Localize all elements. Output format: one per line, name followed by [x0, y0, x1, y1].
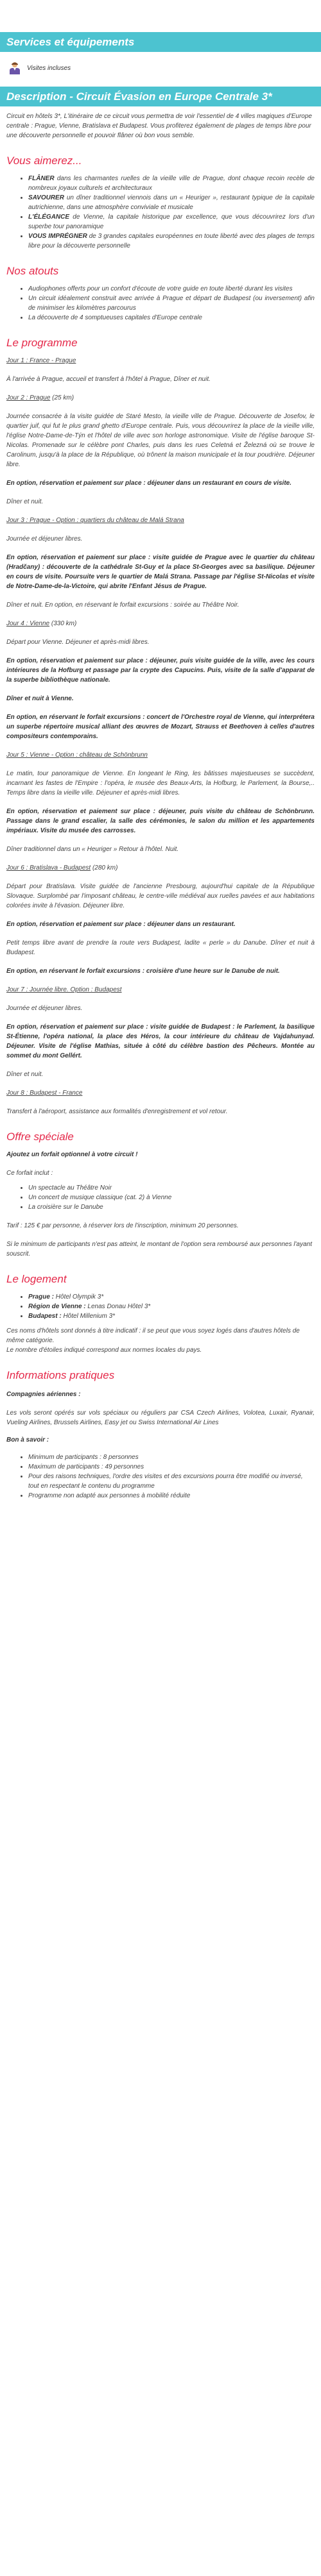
day-8-text: Transfert à l'aéroport, assistance aux formalités d'enregistrement et vol retour.	[6, 1108, 228, 1115]
day-4-text: Départ pour Vienne. Déjeuner et après-midi libres.	[6, 639, 150, 646]
offre-lead: Ajoutez un forfait optionnel à votre circuit !	[6, 1151, 138, 1158]
list-item: • Région de Vienne : Lenas Donau Hôtel 3*	[28, 1302, 315, 1311]
list-item: • Prague : Hôtel Olympik 3*	[28, 1292, 315, 1302]
day-2-text: Journée consacrée à la visite guidée de Staré Mesto, la vieille ville de Prague. Découverte de Josefov, le quartier juif, qui fut le plus grand ghetto d'Europe centrale. Puis, vous découvrirez la place de la vieille ville, l'église Notre-Dame-de-Týn et l'hôtel de ville avec son horloge astronomique. Visite de l'église baroque St-Nicolas. Promenade sur le célèbre pont Charles, puis dans les rues Celetná et Železná où se trouve le Carolinum, jusqu'à la place de la République, où trônent la maison municipale et la tour poudrière. Déjeuner libre.	[6, 413, 315, 468]
compagnies-title: Compagnies aériennes :	[6, 1391, 81, 1398]
atouts-heading: Nos atouts	[6, 265, 59, 277]
included-visits	[0, 52, 321, 78]
day-7-title: Jour 7 : Journée libre. Option : Budapest	[6, 986, 122, 993]
list-item: • Pour des raisons techniques, l'ordre des visites et des excursions pourra être modifié ou inversé, tout en respectant le contenu du programme	[28, 1472, 315, 1491]
list-item: • Budapest : Hôtel Millenium 3*	[28, 1311, 315, 1321]
list-item: • L'ÉLÉGANCE de Vienne, la capitale historique par excellence, que vous découvrirez lors d'un superbe tour panoramique	[28, 212, 315, 232]
offre-note: Si le minimum de participants n'est pas atteint, le montant de l'option sera remboursé aux personnes l'ayant souscrit.	[6, 1241, 312, 1258]
included-visits-label: Visites incluses	[27, 64, 71, 72]
day-6-title: Jour 6 : Bratislava - Budapest (280 km)	[6, 864, 118, 871]
logement-note-2: Le nombre d'étoiles indiqué correspond aux normes locales du pays.	[6, 1347, 202, 1354]
day-7-option: En option, réservation et paiement sur place : visite guidée de Budapest : le Parlement, la basilique St-Étienne, l'opéra national, la place des Héros, la cour intérieure du château de Vajdahunyad. Déjeuner. Visite de l'église Mathias, située à côté du célèbre bastion des Pêcheurs. Montée au sommet du mont Gellért.	[6, 1023, 315, 1059]
day-5-option: En option, réservation et paiement sur place : déjeuner, puis visite du château de Schönbrunn. Passage dans le grand escalier, la salle des cérémonies, le salon du million et les appartements impériaux. Visite du musée des carrosses.	[6, 808, 315, 834]
day-3-title: Jour 3 : Prague - Option : quartiers du château de Malá Strana	[6, 517, 184, 524]
day-2-option: En option, réservation et paiement sur place : déjeuner dans un restaurant en cours de visite.	[6, 480, 292, 487]
day-4-option-2: En option, en réservant le forfait excursions : concert de l'Orchestre royal de Vienne, qui interprétera un superbe répertoire musical alliant des œuvres de Mozart, Strauss et Beethoven à celles d'autres compositeurs contemporains.	[6, 714, 315, 740]
list-item: • SAVOURER un dîner traditionnel viennois dans un « Heuriger », restaurant typique de la capitale autrichienne, dans une atmosphère conviviale et musicale	[28, 193, 315, 212]
description-section	[0, 112, 321, 1501]
bon-a-savoir-list	[6, 1452, 315, 1501]
day-3-free: Journée et déjeuner libres.	[6, 535, 83, 543]
logement-list	[6, 1292, 315, 1321]
day-4-title: Jour 4 : Vienne (330 km)	[6, 620, 77, 627]
programme-heading: Le programme	[6, 337, 78, 349]
atouts-list	[6, 284, 315, 323]
day-3-option: En option, réservation et paiement sur place : visite guidée de Prague avec le quartier du château (Hradčany) : découverte de la cathédrale St-Guy et la place St-Georges avec sa basilique. Déjeuner en cours de visite. Poursuite vers le quartier de Malá Strana. Passage par l'église St-Nicolas et visite de Notre-Dame-de-la-Victoire, qui abrite l'Enfant Jésus de Prague.	[6, 554, 315, 590]
list-item: • Un circuit idéalement construit avec arrivée à Prague et départ de Budapest (ou inversement) afin de minimiser les kilomètres parcourus	[28, 294, 315, 313]
day-4-end: Dîner et nuit à Vienne.	[6, 695, 74, 702]
day-4-option: En option, réservation et paiement sur place : déjeuner, puis visite guidée de la ville, avec les cours intérieures de la Hofburg et passage par la crypte des Capucins. Puis, visite de la salle d'apparat de la superbe bibliothèque nationale.	[6, 657, 315, 684]
day-6-option: En option, réservation et paiement sur place : déjeuner dans un restaurant.	[6, 921, 236, 928]
list-item: • Un concert de musique classique (cat. 2) à Vienne	[28, 1193, 315, 1202]
day-2-title: Jour 2 : Prague (25 km)	[6, 394, 74, 401]
day-6-text: Départ pour Bratislava. Visite guidée de l'ancienne Presbourg, aujourd'hui capitale de la République Slovaque. Surplombé par l'imposant château, le centre-ville médiéval aux ruelles pavées et aux habitations colorées invite à l'évasion. Déjeuner libre.	[6, 883, 315, 909]
list-item: • Maximum de participants : 49 personnes	[28, 1462, 315, 1472]
services-header: Services et équipements	[0, 32, 321, 52]
day-2-end: Dîner et nuit.	[6, 498, 44, 505]
day-1-title: Jour 1 : France - Prague	[6, 357, 76, 364]
day-7-free: Journée et déjeuner libres.	[6, 1005, 83, 1012]
logement-heading: Le logement	[6, 1273, 67, 1285]
infos-heading: Informations pratiques	[6, 1369, 115, 1381]
logement-note-1: Ces noms d'hôtels sont donnés à titre indicatif : il se peut que vous soyez logés dans d'autres hôtels de même catégorie.	[6, 1327, 300, 1344]
offre-forfait-label: Ce forfait inclut :	[6, 1170, 53, 1177]
list-item: • La découverte de 4 somptueuses capitales d'Europe centrale	[28, 313, 315, 323]
list-item: • Audiophones offerts pour un confort d'écoute de votre guide en toute liberté durant les visites	[28, 284, 315, 294]
list-item: • La croisière sur le Danube	[28, 1202, 315, 1212]
day-5-text: Le matin, tour panoramique de Vienne. En longeant le Ring, les bâtisses majestueuses se succèdent, incarnant les fastes de l'Empire : l'opéra, le musée des Beaux-Arts, la Hofburg, le Parlement, la Bourse,.. Temps libre dans la vieille ville. Déjeuner et après-midi libres.	[6, 770, 315, 796]
description-header: Description - Circuit Évasion en Europe Centrale 3*	[0, 87, 321, 106]
guide-person-icon	[9, 62, 21, 74]
day-3-end: Dîner et nuit. En option, en réservant le forfait excursions : soirée au Théâtre Noir.	[6, 602, 239, 609]
compagnies-text: Les vols seront opérés sur vols spéciaux ou réguliers par CSA Czech Airlines, Volotea, Luxair, Ryanair, Vueling Airlines, Brussels Airlines, Easy jet ou Swiss International Air Lines	[6, 1410, 315, 1426]
day-8-title: Jour 8 : Budapest - France	[6, 1090, 83, 1097]
list-item: • Programme non adapté aux personnes à mobilité réduite	[28, 1491, 315, 1501]
list-item: • FLÂNER dans les charmantes ruelles de la vieille ville de Prague, dont chaque recoin recèle de nombreux joyaux culturels et architecturaux	[28, 174, 315, 193]
bon-a-savoir-title: Bon à savoir :	[6, 1436, 49, 1444]
day-6-text-2: Petit temps libre avant de prendre la route vers Budapest, ladite « perle » du Danube. Dîner et nuit à Budapest.	[6, 939, 315, 956]
description-intro: Circuit en hôtels 3*, L'itinéraire de ce circuit vous permettra de voir l'essentiel de 4 villes magiques d'Europe centrale : Prague, Vienne, Bratislava et Budapest. Vous profiterez également de plages de temps libre pour une découverte personnelle et pouvoir flâner où bon vous semble.	[6, 113, 312, 139]
aimerez-heading: Vous aimerez...	[6, 155, 82, 167]
list-item: • Un spectacle au Théâtre Noir	[28, 1183, 315, 1193]
day-1-text: À l'arrivée à Prague, accueil et transfert à l'hôtel à Prague, Dîner et nuit.	[6, 376, 211, 383]
day-5-title: Jour 5 : Vienne - Option : château de Schönbrunn	[6, 752, 148, 759]
day-5-end: Dîner traditionnel dans un « Heuriger » Retour à l'hôtel. Nuit.	[6, 846, 179, 853]
offre-tarif: Tarif : 125 € par personne, à réserver lors de l'inscription, minimum 20 personnes.	[6, 1222, 239, 1229]
list-item: • Minimum de participants : 8 personnes	[28, 1452, 315, 1462]
day-7-end: Dîner et nuit.	[6, 1071, 44, 1078]
aimerez-list	[6, 174, 315, 251]
list-item: • VOUS IMPRÉGNER de 3 grandes capitales européennes en toute liberté avec des plages de temps libre pour la découverte personnelle	[28, 232, 315, 251]
offre-list	[6, 1183, 315, 1212]
offre-heading: Offre spéciale	[6, 1131, 74, 1143]
day-6-option-2: En option, en réservant le forfait excursions : croisière d'une heure sur le Danube de nuit.	[6, 968, 280, 975]
